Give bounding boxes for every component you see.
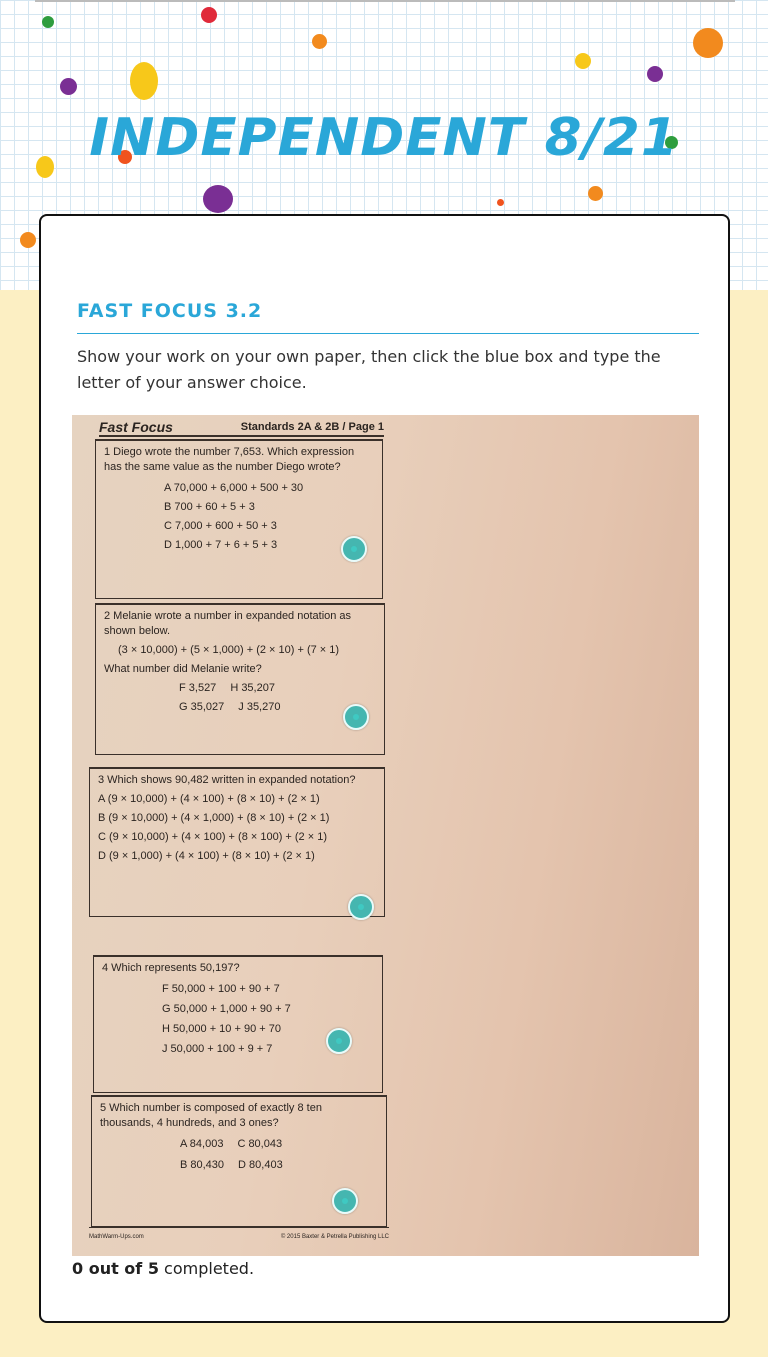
- answer-hotspot-5[interactable]: [332, 1188, 358, 1214]
- paint-splat: [647, 66, 663, 82]
- answer-option: G 50,000 + 1,000 + 90 + 7: [162, 1003, 291, 1015]
- question-text: 4 Which represents 50,197?: [102, 962, 240, 974]
- footer-left: MathWarm-Ups.com: [89, 1234, 144, 1240]
- answer-option: H 35,207: [230, 682, 275, 694]
- answer-option: J 50,000 + 100 + 9 + 7: [162, 1043, 273, 1055]
- answer-option: C (9 × 10,000) + (4 × 100) + (8 × 100) + (2 × 1): [98, 831, 327, 843]
- expression: (3 × 10,000) + (5 × 1,000) + (2 × 10) + (7 × 1): [118, 644, 340, 656]
- question-text: 5 Which number is composed of exactly 8 ten thousands, 4 hundreds, and 3 ones?: [100, 1102, 322, 1129]
- question-text: 3 Which shows 90,482 written in expanded notation?: [98, 774, 356, 786]
- answer-option: B 80,430: [180, 1159, 225, 1171]
- answer-hotspot-2[interactable]: [343, 704, 369, 730]
- question-4: [93, 955, 383, 1093]
- footer-right: © 2015 Baxter & Petrella Publishing LLC: [280, 1234, 389, 1240]
- divider: [35, 0, 735, 2]
- answer-option: H 50,000 + 10 + 90 + 70: [162, 1023, 281, 1035]
- paint-splat: [312, 34, 327, 49]
- answer-hotspot-4[interactable]: [326, 1028, 352, 1054]
- question-1: [95, 439, 383, 599]
- answer-option: D 1,000 + 7 + 6 + 5 + 3: [164, 539, 278, 551]
- answer-option: B 700 + 60 + 5 + 3: [164, 501, 255, 513]
- answer-option: D 80,403: [238, 1159, 283, 1171]
- paint-splat: [497, 199, 504, 206]
- answer-option: A 70,000 + 6,000 + 500 + 30: [164, 482, 304, 494]
- answer-option: J 35,270: [238, 701, 281, 713]
- paint-splat: [203, 185, 233, 213]
- answer-option: C 7,000 + 600 + 50 + 3: [164, 520, 277, 532]
- standards-label: Standards 2A & 2B / Page 1: [240, 421, 384, 433]
- paint-splat: [575, 53, 591, 69]
- completion-status: [72, 1259, 254, 1278]
- paint-splat: [130, 62, 158, 100]
- paint-splat: [60, 78, 77, 95]
- worksheet-image: [72, 415, 699, 1256]
- worksheet-page: [87, 415, 389, 1256]
- answer-option: C 80,043: [237, 1138, 283, 1150]
- page-title: INDEPENDENT 8/21: [89, 108, 679, 168]
- answer-option: A 84,003: [180, 1138, 224, 1150]
- completed-label: completed.: [158, 1259, 255, 1278]
- paint-splat: [42, 16, 54, 28]
- instructions: Show your work on your own paper, then click the blue box and type the letter of your answer choice.: [77, 347, 661, 392]
- worksheet-header: [99, 420, 384, 437]
- answer-option: G 35,027: [179, 701, 225, 713]
- brand-name: Fast Focus: [99, 419, 173, 435]
- section-divider: [77, 333, 699, 334]
- question-prompt: What number did Melanie write?: [104, 663, 262, 675]
- answer-hotspot-1[interactable]: [341, 536, 367, 562]
- question-text: 1 Diego wrote the number 7,653. Which expression has the same value as the number Diego wrote?: [104, 446, 355, 473]
- paint-splat: [588, 186, 603, 201]
- paint-splat: [201, 7, 217, 23]
- answer-option: F 50,000 + 100 + 90 + 7: [162, 983, 280, 995]
- section-title: FAST FOCUS 3.2: [77, 300, 263, 322]
- answer-option: A (9 × 10,000) + (4 × 100) + (8 × 10) + (2 × 1): [98, 793, 320, 805]
- answer-hotspot-3[interactable]: [348, 894, 374, 920]
- question-2: [95, 603, 385, 755]
- worksheet-footer: [89, 1227, 389, 1245]
- paint-splat: [693, 28, 723, 58]
- question-text: 2 Melanie wrote a number in expanded notation as shown below.: [104, 610, 352, 637]
- completed-count: 0 out of 5: [72, 1259, 159, 1278]
- answer-option: D (9 × 1,000) + (4 × 100) + (8 × 10) + (2 × 1): [98, 850, 315, 862]
- answer-option: F 3,527: [179, 682, 217, 694]
- paint-splat: [20, 232, 36, 248]
- question-3: [89, 767, 385, 917]
- answer-option: B (9 × 10,000) + (4 × 1,000) + (8 × 10) + (2 × 1): [98, 812, 330, 824]
- worksheet-card: [39, 214, 730, 1323]
